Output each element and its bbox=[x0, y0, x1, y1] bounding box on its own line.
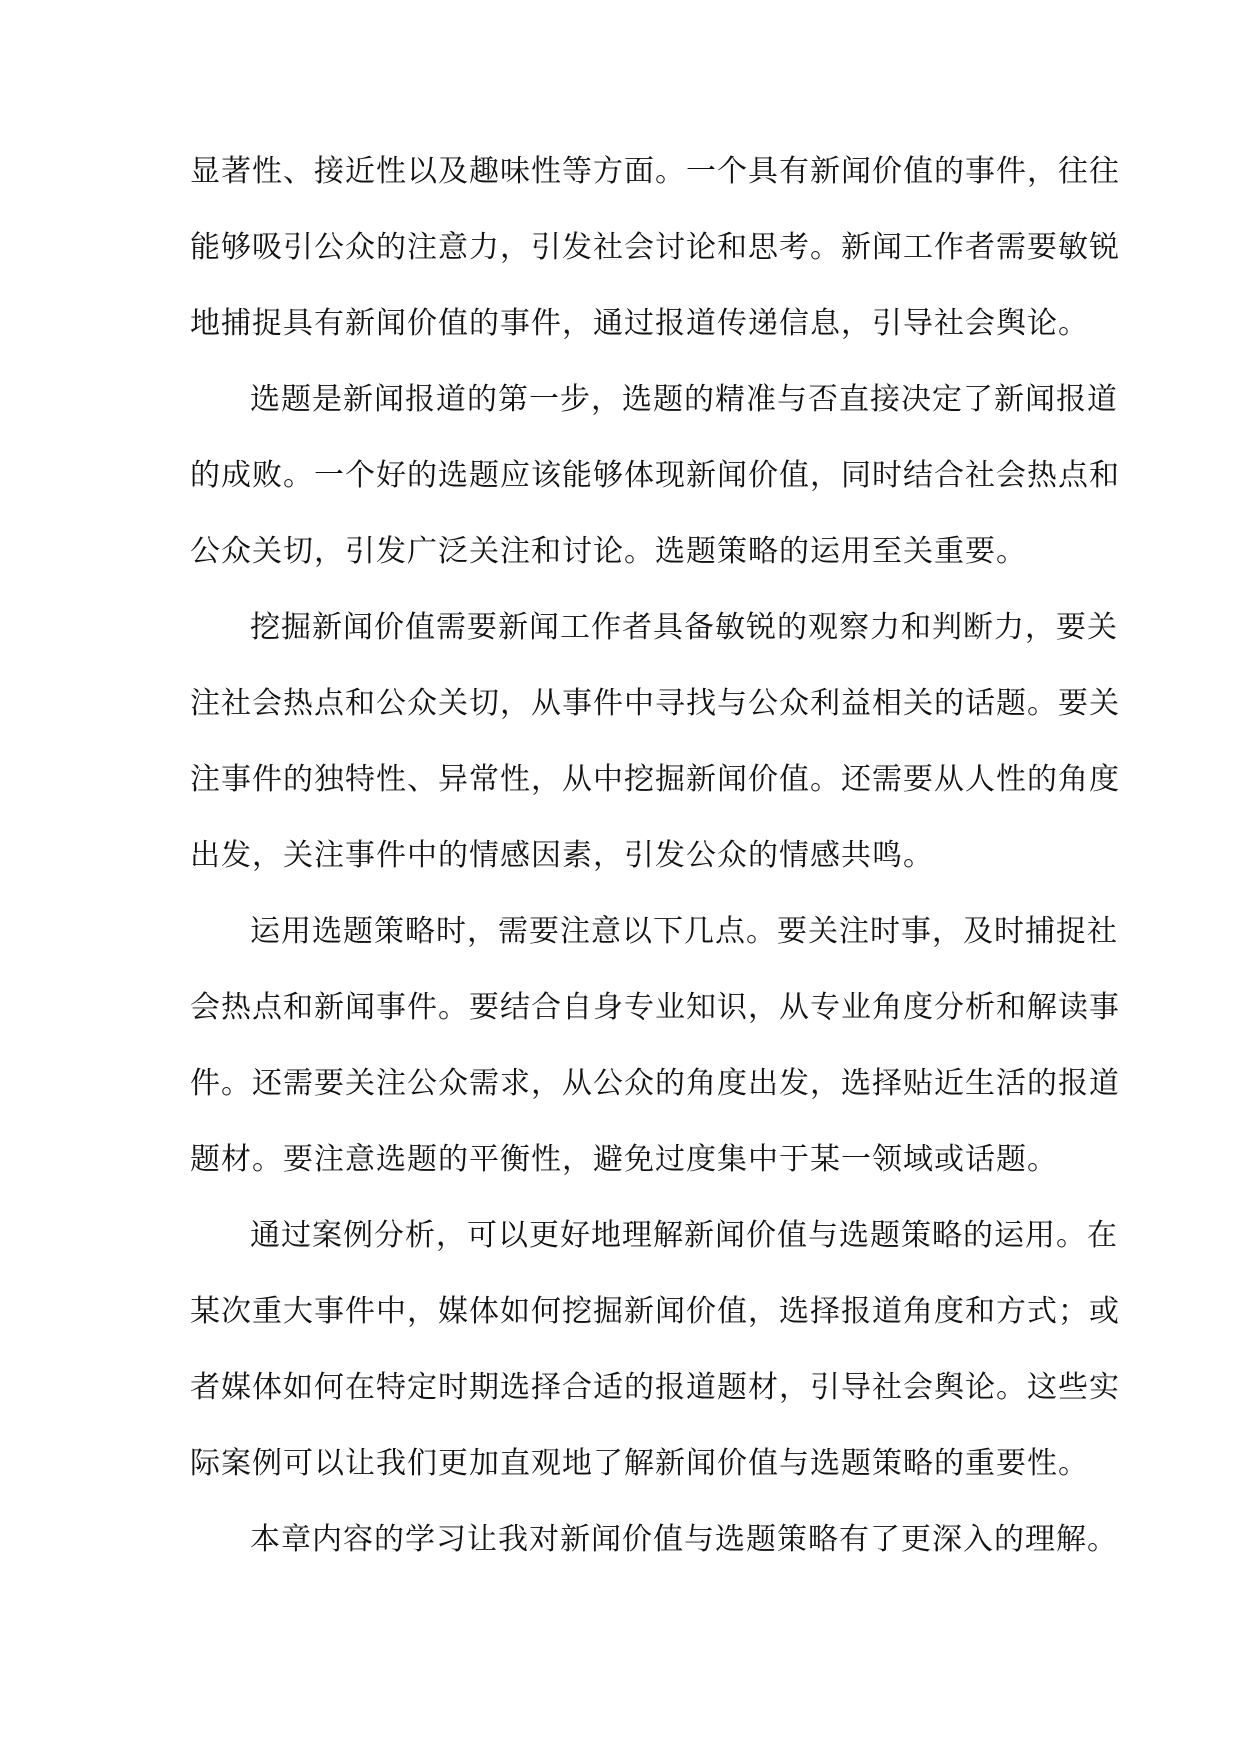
text-line: 能够吸引公众的注意力，引发社会讨论和思考。新闻工作者需要敏锐 bbox=[190, 230, 1120, 265]
text-line: 注社会热点和公众关切，从事件中寻找与公众利益相关的话题。要关 bbox=[190, 686, 1120, 721]
text-line: 出发，关注事件中的情感因素，引发公众的情感共鸣。 bbox=[190, 838, 934, 873]
text-line: 会热点和新闻事件。要结合自身专业知识，从专业角度分析和解读事 bbox=[190, 990, 1120, 1025]
paragraph bbox=[190, 902, 1120, 1206]
body-text bbox=[190, 142, 1120, 1586]
text-line: 运用选题策略时，需要注意以下几点。要关注时事，及时捕捉社 bbox=[250, 914, 1118, 949]
text-line: 本章内容的学习让我对新闻价值与选题策略有了更深入的理解。 bbox=[250, 1522, 1118, 1557]
text-line: 公众关切，引发广泛关注和讨论。选题策略的运用至关重要。 bbox=[190, 534, 1027, 569]
text-line: 者媒体如何在特定时期选择合适的报道题材，引导社会舆论。这些实 bbox=[190, 1370, 1120, 1405]
text-line: 显著性、接近性以及趣味性等方面。一个具有新闻价值的事件，往往 bbox=[190, 154, 1120, 189]
text-line: 题材。要注意选题的平衡性，避免过度集中于某一领域或话题。 bbox=[190, 1142, 1058, 1177]
text-line: 选题是新闻报道的第一步，选题的精准与否直接决定了新闻报道 bbox=[250, 382, 1118, 417]
text-line: 某次重大事件中，媒体如何挖掘新闻价值，选择报道角度和方式；或 bbox=[190, 1294, 1120, 1329]
paragraph bbox=[190, 1206, 1120, 1510]
paragraph bbox=[190, 1510, 1118, 1586]
text-line: 地捕捉具有新闻价值的事件，通过报道传递信息，引导社会舆论。 bbox=[190, 306, 1089, 341]
text-line: 注事件的独特性、异常性，从中挖掘新闻价值。还需要从人性的角度 bbox=[190, 762, 1120, 797]
text-line: 挖掘新闻价值需要新闻工作者具备敏锐的观察力和判断力，要关 bbox=[250, 610, 1118, 645]
text-line: 件。还需要关注公众需求，从公众的角度出发，选择贴近生活的报道 bbox=[190, 1066, 1120, 1101]
paragraph bbox=[190, 598, 1120, 902]
paragraph bbox=[190, 142, 1120, 370]
text-line: 际案例可以让我们更加直观地了解新闻价值与选题策略的重要性。 bbox=[190, 1446, 1089, 1481]
text-line: 通过案例分析，可以更好地理解新闻价值与选题策略的运用。在 bbox=[250, 1218, 1118, 1253]
paragraph bbox=[190, 370, 1120, 598]
text-line: 的成败。一个好的选题应该能够体现新闻价值，同时结合社会热点和 bbox=[190, 458, 1120, 493]
